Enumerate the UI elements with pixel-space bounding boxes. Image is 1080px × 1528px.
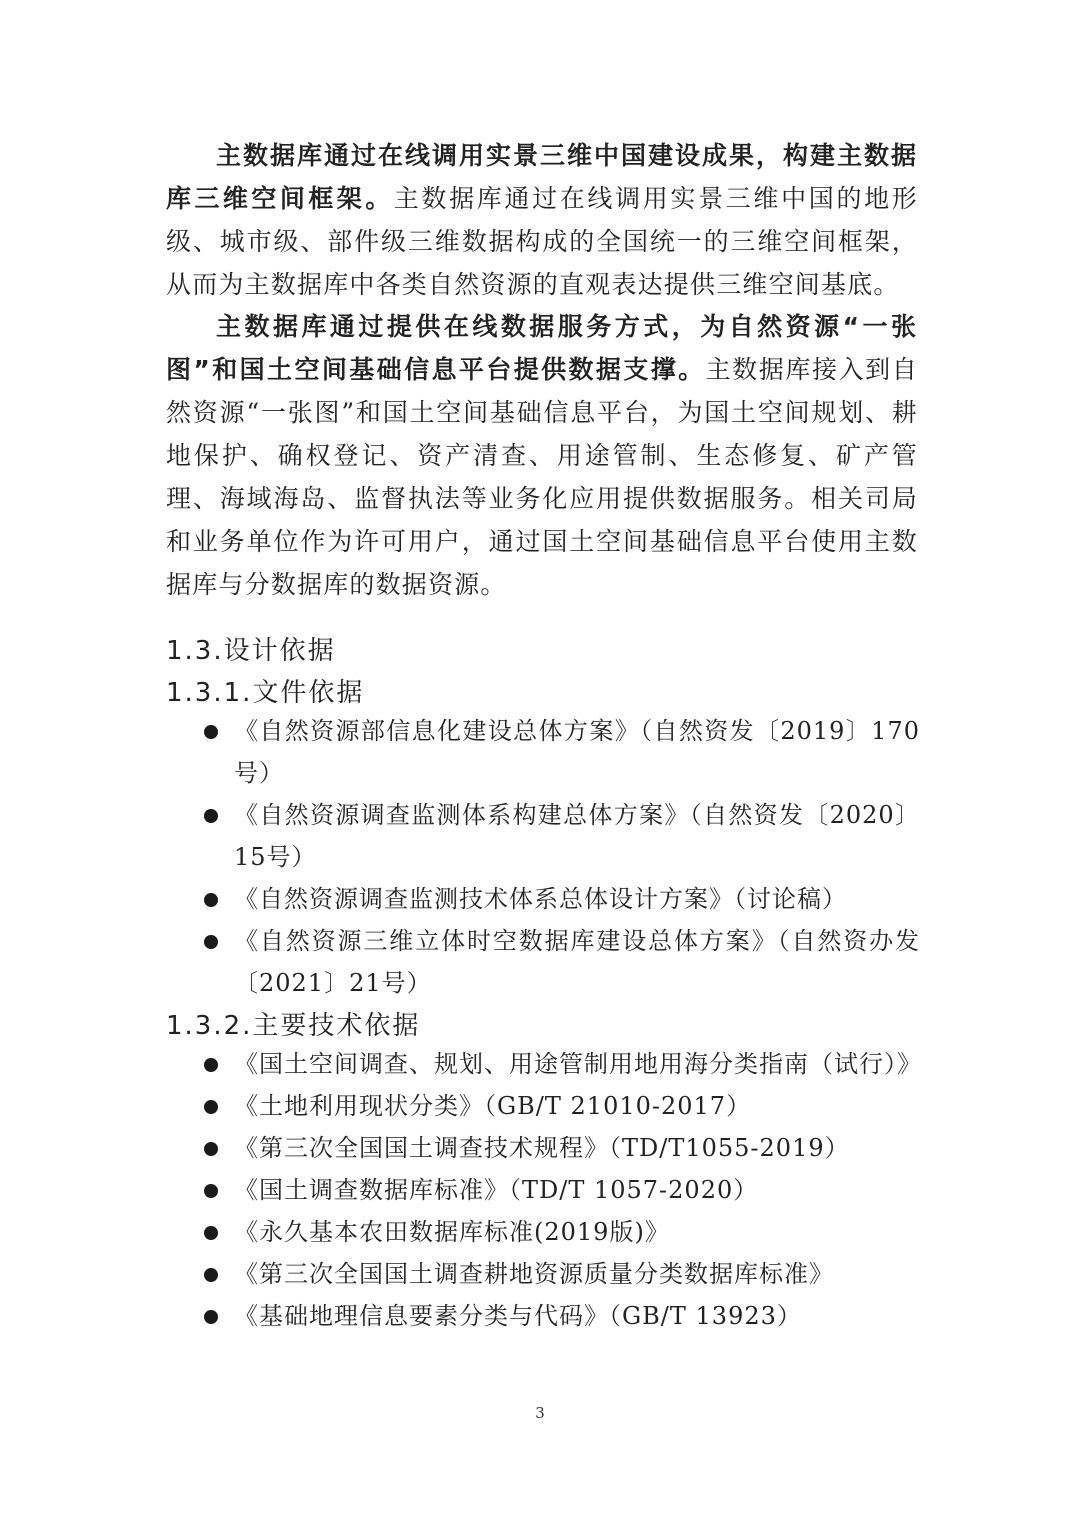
- file-basis-list: [202, 710, 920, 1004]
- paragraph-2-lead: 主数据库通过提供在线数据服务方式，为自然资源“一张图”和国土空间基础信息平台提供数据支撑。: [166, 312, 918, 384]
- bullet-icon: [204, 1268, 218, 1282]
- bullet-icon: [204, 1058, 218, 1072]
- list-item: [202, 710, 920, 794]
- page-number: 3: [535, 1404, 545, 1422]
- list-item-text: 《土地利用现状分类》（GB/T 21010-2017）: [234, 1092, 752, 1120]
- list-item: [202, 920, 920, 1004]
- section-1-3-heading: 1.3.设计依据: [166, 636, 336, 666]
- bullet-icon: [204, 1142, 218, 1156]
- bullet-icon: [204, 1226, 218, 1240]
- section-1-3-1-heading: 1.3.1.文件依据: [166, 678, 365, 708]
- paragraph-1-lead: 主数据库通过在线调用实景三维中国建设成果，构建主数据库三维空间框架。: [166, 141, 919, 213]
- bullet-icon: [204, 1184, 218, 1198]
- list-item-text: 《第三次全国国土调查耕地资源质量分类数据库标准》: [234, 1260, 834, 1288]
- technical-basis-list: [202, 1043, 920, 1337]
- list-item: [202, 1253, 920, 1295]
- list-item-text: 《基础地理信息要素分类与代码》（GB/T 13923）: [234, 1302, 802, 1330]
- list-item-text: 《永久基本农田数据库标准(2019版)》: [234, 1218, 670, 1246]
- list-item-text: 《国土调查数据库标准》（TD/T 1057-2020）: [234, 1176, 759, 1204]
- list-item-text: 《自然资源调查监测体系构建总体方案》（自然资发〔2020〕15号）: [234, 801, 920, 871]
- section-1-3-2-heading: 1.3.2.主要技术依据: [166, 1011, 421, 1041]
- paragraph-2-text: 主数据库接入到自然资源“一张图”和国土空间基础信息平台，为国土空间规划、耕地保护、确权登记、资产清查、用途管制、生态修复、矿产管理、海域海岛、监督执法等业务化应用提供数据服务。相关司局和业务单位作为许可用户，通过国土空间基础信息平台使用主数据库与分数据库的数据资源。: [166, 355, 918, 599]
- paragraph-1: [166, 134, 918, 306]
- list-item: [202, 878, 920, 920]
- list-item: [202, 1169, 920, 1211]
- list-item: [202, 1127, 920, 1169]
- list-item-text: 《自然资源调查监测技术体系总体设计方案》（讨论稿）: [234, 885, 847, 913]
- list-item: [202, 1295, 920, 1337]
- list-item-text: 《国土空间调查、规划、用途管制用地用海分类指南（试行）》: [234, 1050, 922, 1078]
- paragraph-1-text: 主数据库通过在线调用实景三维中国的地形级、城市级、部件级三维数据构成的全国统一的三维空间框架，从而为主数据库中各类自然资源的直观表达提供三维空间基底。: [166, 184, 918, 299]
- list-item: [202, 1211, 920, 1253]
- bullet-icon: [204, 809, 218, 823]
- list-item-text: 《自然资源三维立体时空数据库建设总体方案》（自然资办发〔2021〕21号）: [234, 927, 920, 997]
- list-item-text: 《第三次全国国土调查技术规程》（TD/T1055-2019）: [234, 1134, 850, 1162]
- bullet-icon: [204, 893, 218, 907]
- list-item-text: 《自然资源部信息化建设总体方案》（自然资发〔2019〕170号）: [234, 717, 920, 787]
- list-item: [202, 1043, 920, 1085]
- bullet-icon: [204, 1310, 218, 1324]
- bullet-icon: [204, 935, 218, 949]
- bullet-icon: [204, 725, 218, 739]
- list-item: [202, 1085, 920, 1127]
- paragraph-2: [166, 305, 918, 606]
- list-item: [202, 794, 920, 878]
- bullet-icon: [204, 1100, 218, 1114]
